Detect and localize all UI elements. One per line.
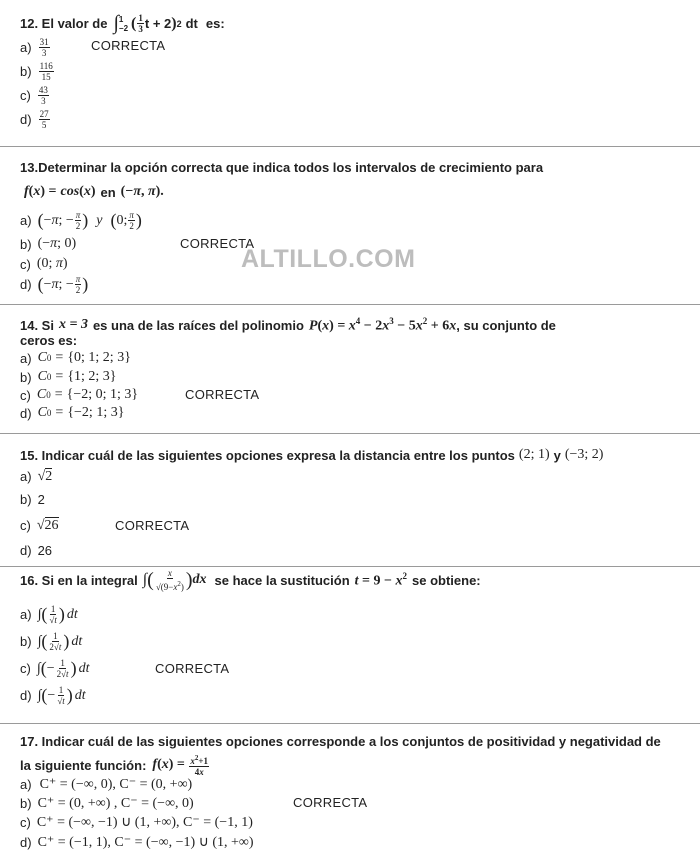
section-divider (0, 146, 700, 147)
q13-correct-marker: CORRECTA (180, 236, 255, 251)
option-label: d) (20, 405, 32, 421)
question-12-prompt (20, 12, 225, 35)
q17-option-a[interactable] (20, 776, 192, 793)
section-divider (0, 566, 700, 567)
option-label: a) (20, 777, 32, 792)
option-label: b) (20, 369, 32, 385)
q17-option-d[interactable] (20, 834, 254, 851)
question-text: se hace la sustitución (214, 572, 350, 588)
integral-expression: ∫ ( $\frac{x}{√(9-x^2)}$ ) dx (142, 568, 207, 592)
option-fraction: $\frac{31}{3}$ (39, 37, 49, 58)
option-label: c) (20, 661, 31, 676)
point-1: (2; 1) (518, 447, 550, 462)
integral-expression: ∫ 1 −2 ( $\frac{1}{3}$ t + 2 ) 2 dt (113, 12, 198, 34)
option-value: 26 (37, 543, 53, 558)
q15-correct-marker: CORRECTA (115, 518, 190, 533)
question-text: la siguiente función: (20, 757, 147, 773)
q12-option-a[interactable] (20, 37, 51, 58)
question-13-function: f ( x ) = cos ( x ) en (−π, π). (24, 184, 164, 200)
q12-option-c[interactable] (20, 85, 50, 106)
option-label: a) (20, 40, 32, 55)
q17-option-b[interactable] (20, 795, 194, 812)
option-value: 2 (37, 492, 45, 507)
option-set: {−2; 1; 3} (67, 405, 125, 420)
option-label: a) (20, 469, 32, 484)
question-16-prompt: 16. Si en la integral ∫ ( $\frac{x}{√(9-x^2)}$ ) dx se hace la sustitución $t = 9 - x^2$ se obtiene: (20, 568, 481, 592)
option-label: b) (20, 796, 32, 811)
q16-option-b[interactable]: b) ∫ ( $\frac{1}{2√t}$ ) dt (20, 631, 83, 652)
q12-correct-marker: CORRECTA (91, 38, 166, 53)
q17-correct-marker: CORRECTA (293, 795, 368, 810)
option-set: {1; 2; 3} (67, 369, 117, 384)
question-text-suffix: es: (205, 16, 225, 31)
question-text: es una de las raíces del polinomio (92, 317, 304, 333)
option-value: 2 (45, 469, 53, 484)
q14-option-c[interactable]: c) C 0 = {−2; 0; 1; 3} (20, 387, 139, 403)
q17-option-c[interactable] (20, 814, 253, 831)
option-label: d) (20, 112, 32, 127)
q15-option-a[interactable]: a) √ 2 (20, 468, 53, 484)
option-label: c) (20, 387, 31, 403)
section-divider (0, 723, 700, 724)
watermark: ALTILLO.COM (241, 245, 416, 273)
integral-lower-limit: −2 (118, 23, 129, 33)
option-fraction: $\frac{116}{15}$ (39, 61, 53, 82)
question-13-prompt: 13.Determinar la opción correcta que indica todos los intervalos de crecimiento para (20, 160, 544, 175)
option-label: d) (20, 277, 32, 292)
point-2: (−3; 2) (564, 447, 604, 462)
question-text: 12. El valor de (20, 16, 108, 31)
option-label: a) (20, 213, 32, 228)
section-divider (0, 433, 700, 434)
question-17-prompt: 17. Indicar cuál de las siguientes opciones corresponde a los conjuntos de positividad y negatividad de (20, 734, 661, 749)
option-label: a) (20, 350, 32, 366)
q16-option-c[interactable]: c) ∫ ( − $\frac{1}{2√t}$ ) dt (20, 658, 90, 679)
question-15-prompt (20, 447, 603, 463)
option-label: b) (20, 492, 32, 507)
question-text: 16. Si en la integral (20, 572, 138, 588)
option-label: b) (20, 64, 32, 79)
option-label: b) (20, 634, 32, 649)
section-divider (0, 304, 700, 305)
question-text: se obtiene: (412, 572, 481, 588)
question-text: 14. Si (20, 317, 54, 333)
integral-upper-limit: 1 (118, 14, 124, 24)
q14-option-d[interactable]: d) C 0 = {−2; 1; 3} (20, 405, 125, 421)
question-17-prompt-line2: la siguiente función: f ( x ) = $\frac{x^2+1}{4x}$ (20, 754, 209, 777)
q13-option-d[interactable]: d) ( −π; − $\frac{\pi}{2}$ ) (20, 274, 89, 295)
option-text: C⁺ = (−1, 1), C⁻ = (−∞, −1) ∪ (1, +∞) (37, 835, 254, 850)
option-label: b) (20, 236, 32, 252)
q13-option-a[interactable]: a) ( −π; − $\frac{\pi}{2}$ ) y ( 0; $\frac{\pi}{2}$ ) (20, 210, 142, 231)
question-14-prompt: 14. Si x = 3 es una de las raíces del polinomio $P(x) = x^4 - 2x^3 - 5x^2 + 6x$ , su conjunto de (20, 316, 556, 334)
q16-option-a[interactable]: a) ∫ ( $\frac{1}{√t}$ ) dt (20, 604, 78, 625)
option-label: c) (20, 815, 31, 830)
q12-option-b[interactable] (20, 61, 55, 82)
option-label: d) (20, 835, 32, 850)
option-label: a) (20, 607, 32, 622)
option-text: C⁺ = (−∞, −1) ∪ (1, +∞), C⁻ = (−1, 1) (36, 815, 253, 830)
q15-option-d[interactable] (20, 543, 52, 558)
q13-option-c[interactable]: c) (0; π) (20, 256, 68, 272)
question-14-prompt-line2: ceros es: (20, 333, 78, 348)
option-set: {0; 1; 2; 3} (67, 350, 131, 365)
option-label: d) (20, 543, 32, 558)
option-label: c) (20, 518, 31, 533)
q12-option-d[interactable] (20, 109, 51, 130)
option-label: d) (20, 688, 32, 703)
q16-correct-marker: CORRECTA (155, 661, 230, 676)
option-set: {−2; 0; 1; 3} (66, 387, 139, 402)
question-text: en (100, 184, 116, 200)
option-text: C⁺ = (0, +∞) , C⁻ = (−∞, 0) (37, 796, 194, 811)
option-label: c) (20, 256, 31, 272)
option-text: C⁺ = (−∞, 0), C⁻ = (0, +∞) (39, 777, 193, 792)
q16-option-d[interactable]: d) ∫ ( − $\frac{1}{√t}$ ) dt (20, 685, 86, 706)
q13-option-b[interactable]: b) (−π; 0) (20, 236, 77, 252)
q14-option-b[interactable]: b) C 0 = {1; 2; 3} (20, 369, 117, 385)
q15-option-c[interactable]: c) √ 26 (20, 517, 59, 533)
question-text: , su conjunto de (456, 317, 556, 333)
option-fraction: $\frac{27}{5}$ (39, 109, 49, 130)
q14-correct-marker: CORRECTA (185, 387, 260, 402)
q15-option-b[interactable] (20, 492, 45, 507)
question-text: y (553, 447, 561, 463)
option-label: c) (20, 88, 31, 103)
question-text: 15. Indicar cuál de las siguientes opciones expresa la distancia entre los puntos (20, 447, 515, 463)
q14-option-a[interactable]: a) C 0 = {0; 1; 2; 3} (20, 350, 131, 366)
option-value: 26 (44, 518, 59, 533)
option-fraction: $\frac{43}{3}$ (38, 85, 48, 106)
